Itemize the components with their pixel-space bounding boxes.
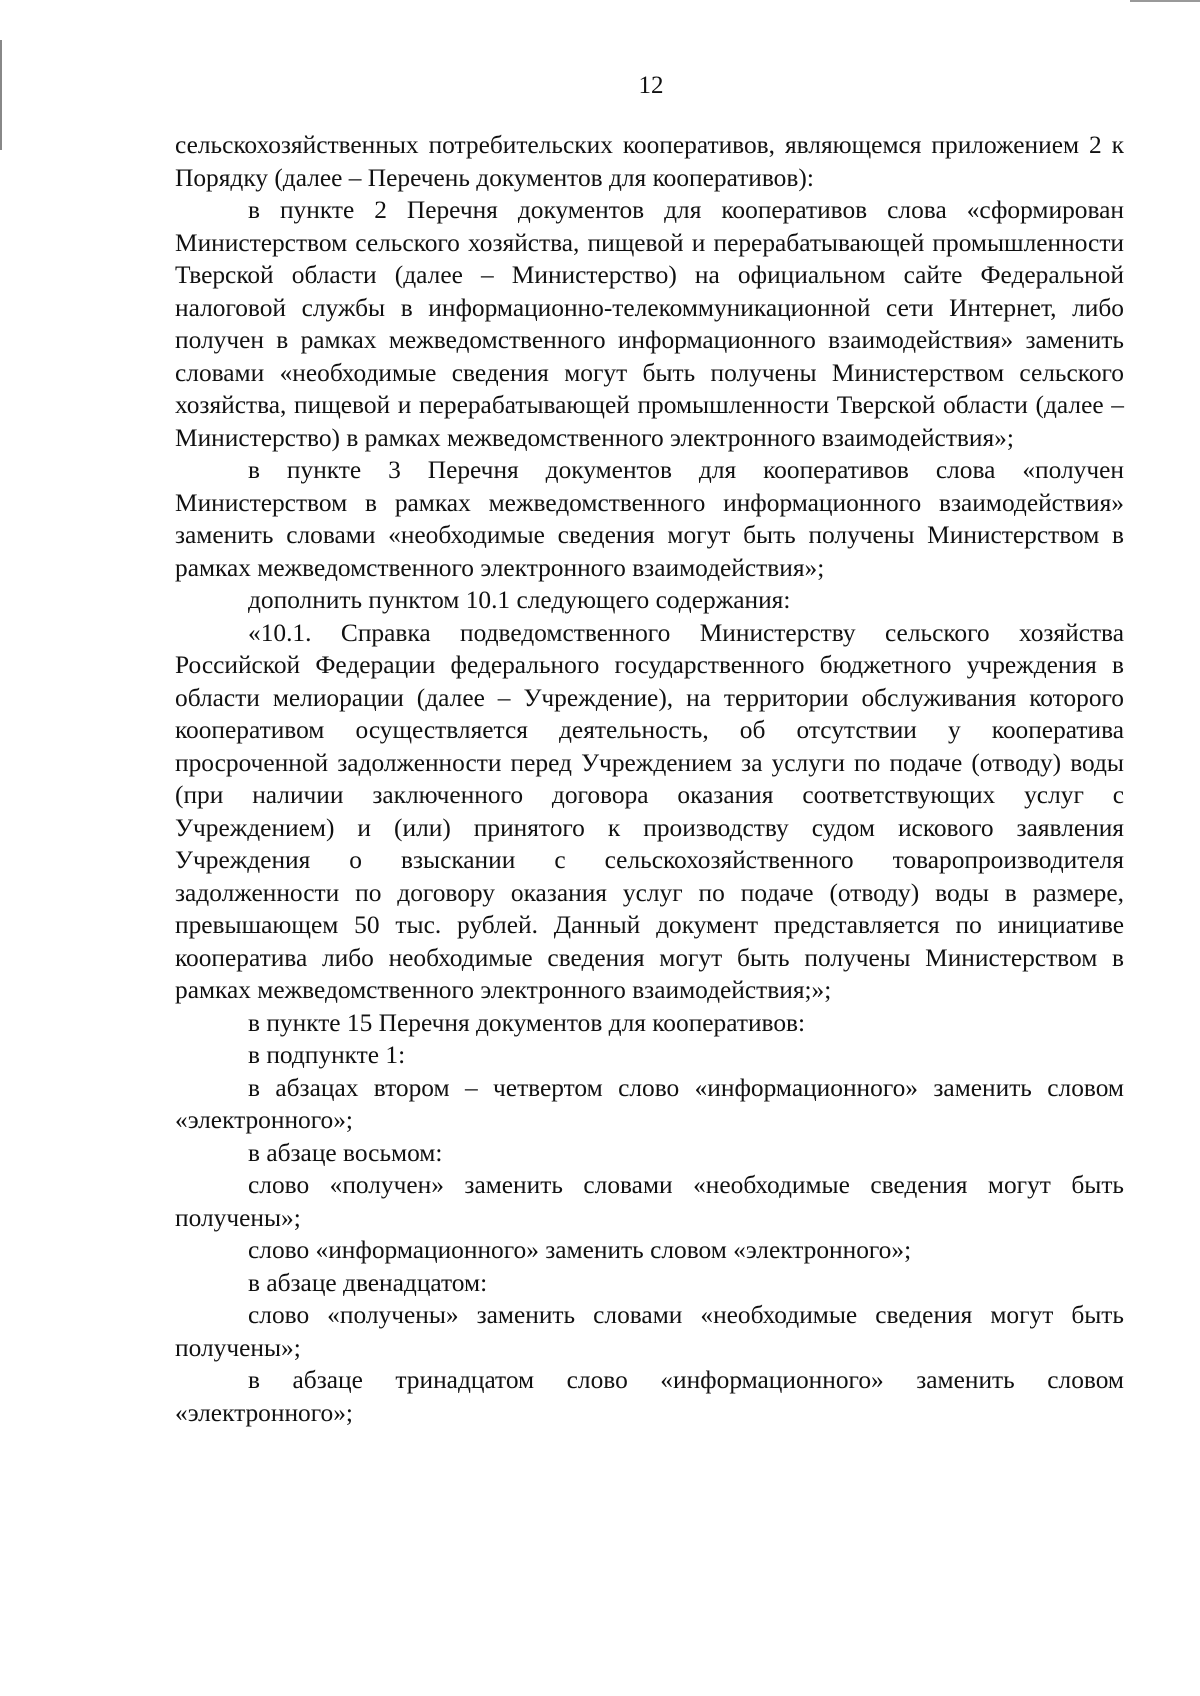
document-body <box>175 129 1124 1429</box>
paragraph: в абзаце двенадцатом: <box>248 1268 488 1297</box>
paragraph: в абзаце тринадцатом слово «информационного» заменить словом «электронного»; <box>175 1366 1124 1427</box>
paragraph: слово «получен» заменить словами «необходимые сведения могут быть получены»; <box>175 1171 1124 1232</box>
paragraph: в абзаце восьмом: <box>248 1138 443 1167</box>
paragraph: дополнить пунктом 10.1 следующего содержания: <box>248 586 791 614</box>
scan-edge-mark <box>1130 0 1200 2</box>
paragraph: «10.1. Справка подведомственного Министерству сельского хозяйства Российской Федерации федерального государственного бюджетного учреждения в области мелиорации (далее – Учреждение), на территории обслуживания которого кооперативом осуществляется деятельность, об отсутствии у кооператива просроченной задолженности перед Учреждением за услуги по подаче (отводу) воды (при наличии заключенного договора оказания соответствующих услуг с Учреждением) и (или) принятого к производству судом искового заявления Учреждения о взыскании с сельскохозяйственного товаропроизводителя задолженности по договору оказания услуг по подаче (отводу) воды в размере, превышающем 50 тыс. рублей. Данный документ представляется по инициативе кооператива либо необходимые сведения могут быть получены Министерством в рамках межведомственного электронного взаимодействия;»; <box>175 618 1124 1004</box>
paragraph: в подпункте 1: <box>248 1041 406 1069</box>
paragraph: слово «информационного» заменить словом «электронного»; <box>248 1236 912 1264</box>
page-number: 12 <box>638 72 664 99</box>
paragraph: в абзацах втором – четвертом слово «информационного» заменить словом «электронного»; <box>175 1073 1124 1134</box>
paragraph: сельскохозяйственных потребительских кооперативов, являющемся приложением 2 к Порядку (далее – Перечень документов для кооперативов): <box>175 131 1124 192</box>
paragraph: в пункте 2 Перечня документов для кооперативов слова «сформирован Министерством сельского хозяйства, пищевой и перерабатывающей промышленности Тверской области (далее – Министерство) на официальном сайте Федеральной налоговой службы в информационно-телекоммуникационной сети Интернет, либо получен в рамках межведомственного информационного взаимодействия» заменить словами «необходимые сведения могут быть получены Министерством сельского хозяйства, пищевой и перерабатывающей промышленности Тверской области (далее – Министерство) в рамках межведомственного электронного взаимодействия»; <box>175 196 1124 452</box>
paragraph: слово «получены» заменить словами «необходимые сведения могут быть получены»; <box>175 1301 1124 1362</box>
paragraph: в пункте 15 Перечня документов для кооперативов: <box>248 1008 806 1037</box>
paragraph: в пункте 3 Перечня документов для кооперативов слова «получен Министерством в рамках межведомственного информационного взаимодействия» заменить словами «необходимые сведения могут быть получены Министерством в рамках межведомственного электронного взаимодействия»; <box>175 456 1124 582</box>
